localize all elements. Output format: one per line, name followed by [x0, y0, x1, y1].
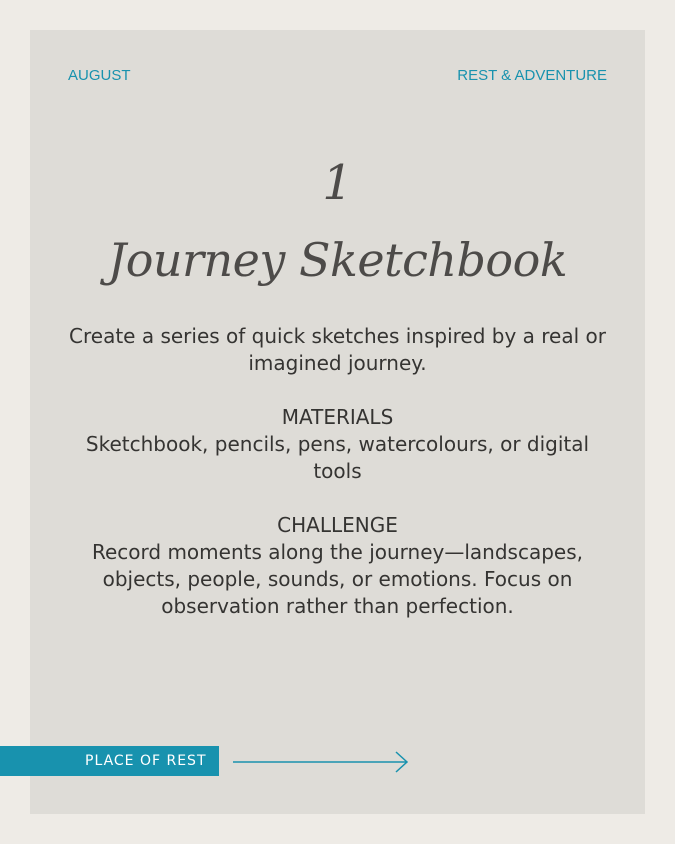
place-tag-label: PLACE OF REST — [85, 753, 207, 769]
prompt-title: Journey Sketchbook — [107, 233, 568, 287]
prompt-intro: Create a series of quick sketches inspired by a real or imagined journey. — [69, 324, 606, 375]
materials-text: Sketchbook, pencils, pens, watercolours, or digital tools — [85, 432, 590, 483]
arrow-right-icon — [233, 750, 413, 774]
challenge-heading: CHALLENGE — [277, 513, 398, 537]
theme-label: REST & ADVENTURE — [457, 67, 607, 84]
month-label: AUGUST — [68, 67, 131, 84]
challenge-text: Record moments along the journey—landscapes, objects, people, sounds, or emotions. Focus on observation rather than perfection. — [91, 540, 583, 618]
prompt-number: 1 — [322, 155, 353, 211]
materials-heading: MATERIALS — [281, 405, 394, 429]
